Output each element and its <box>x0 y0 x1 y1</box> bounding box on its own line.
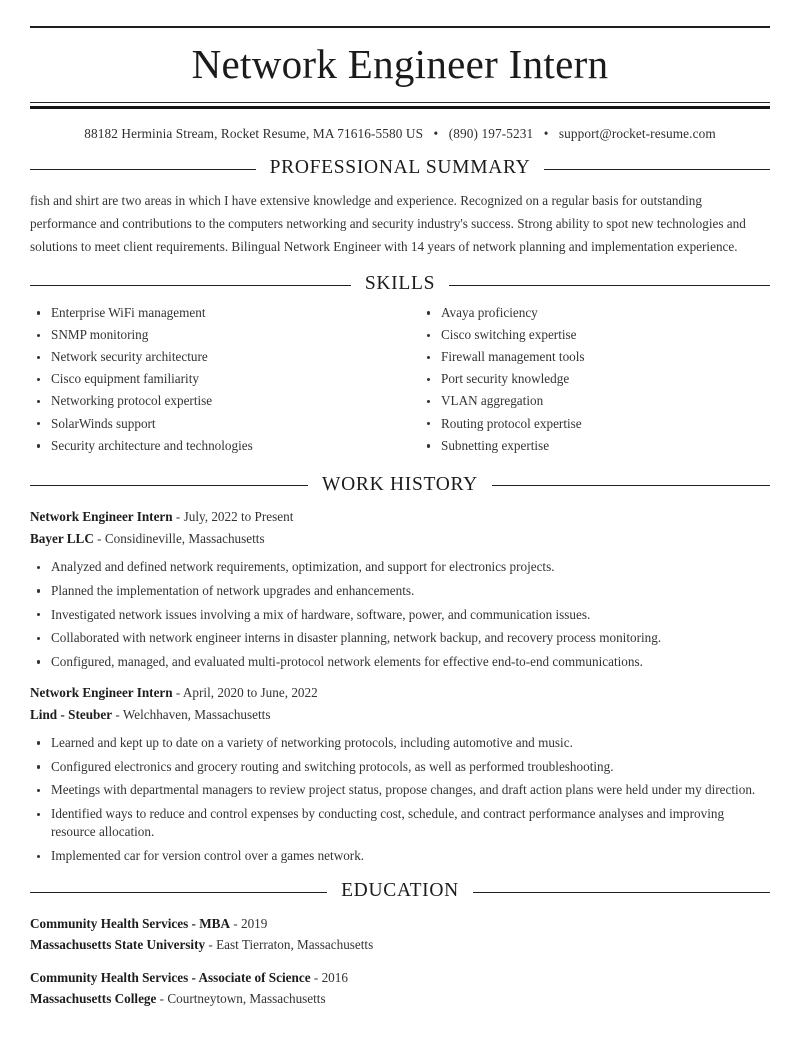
job-bullet: Configured, managed, and evaluated multi-protocol network elements for effective end-to-end communications. <box>30 653 770 671</box>
section-rule-right <box>449 285 770 286</box>
section-title-education: EDUCATION <box>341 880 459 902</box>
job-title: Network Engineer Intern <box>30 685 173 701</box>
job-location: Considineville, Massachusetts <box>104 530 265 546</box>
header-bottom-rule-thin <box>30 102 770 103</box>
job-company-line <box>30 704 770 725</box>
job-bullet: Investigated network issues involving a mix of hardware, software, power, and communication issues. <box>30 606 770 624</box>
education-entry <box>30 913 770 956</box>
job-title-line <box>30 506 770 527</box>
job-separator: - <box>115 706 120 722</box>
work-history-entries <box>30 506 770 865</box>
job-bullet: Planned the implementation of network upgrades and enhancements. <box>30 582 770 600</box>
list-item: Routing protocol expertise <box>420 415 770 433</box>
section-rule-left <box>30 285 351 286</box>
resume-title-text: Network Engineer Intern <box>191 41 609 87</box>
education-program-line <box>30 967 770 988</box>
job-bullet: Learned and kept up to date on a variety of networking protocols, including automotive and music. <box>30 734 770 752</box>
list-item: Network security architecture <box>30 348 400 366</box>
list-item: SolarWinds support <box>30 415 400 433</box>
section-rule-right <box>473 892 770 893</box>
section-work-history <box>30 475 770 865</box>
education-program-line <box>30 913 770 934</box>
section-header-education <box>30 881 770 903</box>
contact-email[interactable]: support@rocket-resume.com <box>558 126 716 142</box>
section-skills <box>30 274 770 458</box>
education-separator: - <box>208 937 213 953</box>
education-year: 2019 <box>240 915 268 931</box>
contact-address: 88182 Herminia Stream, Rocket Resume, MA 71616-5580 US <box>84 126 424 142</box>
list-item: VLAN aggregation <box>420 392 770 410</box>
list-item: Firewall management tools <box>420 348 770 366</box>
education-institution-line <box>30 934 770 955</box>
education-separator: - <box>159 990 165 1006</box>
work-history-entry <box>30 682 770 865</box>
job-bullet: Identified ways to reduce and control expenses by conducting cost, schedule, and contract performance analyses and improving resource allocation. <box>30 805 770 841</box>
section-rule-left <box>30 485 308 486</box>
job-dates-text: July, 2022 to Present <box>183 509 294 525</box>
contact-separator-2: • <box>543 126 549 142</box>
job-bullet: Collaborated with network engineer interns in disaster planning, network backup, and recovery process monitoring. <box>30 629 770 647</box>
section-professional-summary <box>30 158 770 258</box>
list-item: Subnetting expertise <box>420 437 770 455</box>
section-title-skills: SKILLS <box>364 273 436 295</box>
skills-column-left <box>30 304 400 459</box>
education-program: Community Health Services - MBA <box>30 915 230 931</box>
skills-column-right <box>400 304 770 459</box>
skills-list-left <box>30 304 400 455</box>
job-bullet: Implemented car for version control over a games network. <box>30 847 770 865</box>
section-education <box>30 881 770 1009</box>
job-bullet-list <box>30 558 770 671</box>
job-dates-text: April, 2020 to June, 2022 <box>182 685 318 701</box>
job-bullet: Meetings with departmental managers to review project status, propose changes, and draft action plans were held under my direction. <box>30 781 770 799</box>
list-item: Security architecture and technologies <box>30 437 400 455</box>
job-dates: - <box>175 685 181 701</box>
resume-header <box>30 26 770 142</box>
job-dates: - <box>175 509 181 525</box>
work-history-entry <box>30 506 770 671</box>
page-title <box>30 28 770 94</box>
list-item: Cisco switching expertise <box>420 326 770 344</box>
education-entries <box>30 913 770 1010</box>
education-program: Community Health Services - Associate of Science <box>30 969 311 985</box>
job-bullet: Analyzed and defined network requirements, optimization, and support for electronics projects. <box>30 558 770 576</box>
job-company: Lind - Steuber <box>30 706 113 722</box>
education-entry <box>30 967 770 1010</box>
job-location: Welchhaven, Massachusetts <box>122 706 271 722</box>
list-item: Avaya proficiency <box>420 304 770 322</box>
education-separator: - <box>313 969 319 985</box>
section-header-summary <box>30 158 770 180</box>
section-title-summary: PROFESSIONAL SUMMARY <box>269 157 531 179</box>
contact-line <box>30 109 770 142</box>
list-item: SNMP monitoring <box>30 326 400 344</box>
section-header-work-history <box>30 475 770 497</box>
section-rule-right <box>492 485 770 486</box>
contact-separator-1: • <box>433 126 439 142</box>
job-bullet-list <box>30 734 770 865</box>
skills-columns <box>30 304 770 459</box>
job-bullet: Configured electronics and grocery routing and switching protocols, as well as performed troubleshooting. <box>30 758 770 776</box>
skills-list-right <box>420 304 770 455</box>
section-rule-right <box>544 169 770 170</box>
education-institution: Massachusetts College <box>30 990 157 1006</box>
list-item: Enterprise WiFi management <box>30 304 400 322</box>
education-institution-line <box>30 988 770 1009</box>
education-location: East Tierraton, Massachusetts <box>216 937 374 953</box>
job-company-line <box>30 528 770 549</box>
job-title: Network Engineer Intern <box>30 509 173 525</box>
summary-paragraph: fish and shirt are two areas in which I have extensive knowledge and experience. Recognized on a regular basis for outstanding performance and contributions to the computers networking and security industry's success. Strong ability to spot new technologies and solutions to meet client requirements. Bilingual Network Engineer with 14 years of network planning and implementation experience. <box>30 192 746 254</box>
job-separator: - <box>97 530 102 546</box>
section-rule-left <box>30 892 327 893</box>
education-location: Courtneytown, Massachusetts <box>167 990 326 1006</box>
list-item: Cisco equipment familiarity <box>30 370 400 388</box>
resume-page <box>0 26 800 1061</box>
education-year: 2016 <box>321 969 348 985</box>
list-item: Port security knowledge <box>420 370 770 388</box>
contact-phone[interactable]: (890) 197-5231 <box>448 126 534 142</box>
job-title-line <box>30 682 770 703</box>
section-rule-left <box>30 169 256 170</box>
section-header-skills <box>30 274 770 296</box>
education-separator: - <box>233 915 238 931</box>
education-institution: Massachusetts State University <box>30 937 206 953</box>
job-company: Bayer LLC <box>30 530 94 546</box>
list-item: Networking protocol expertise <box>30 392 400 410</box>
section-title-work-history: WORK HISTORY <box>322 473 478 495</box>
